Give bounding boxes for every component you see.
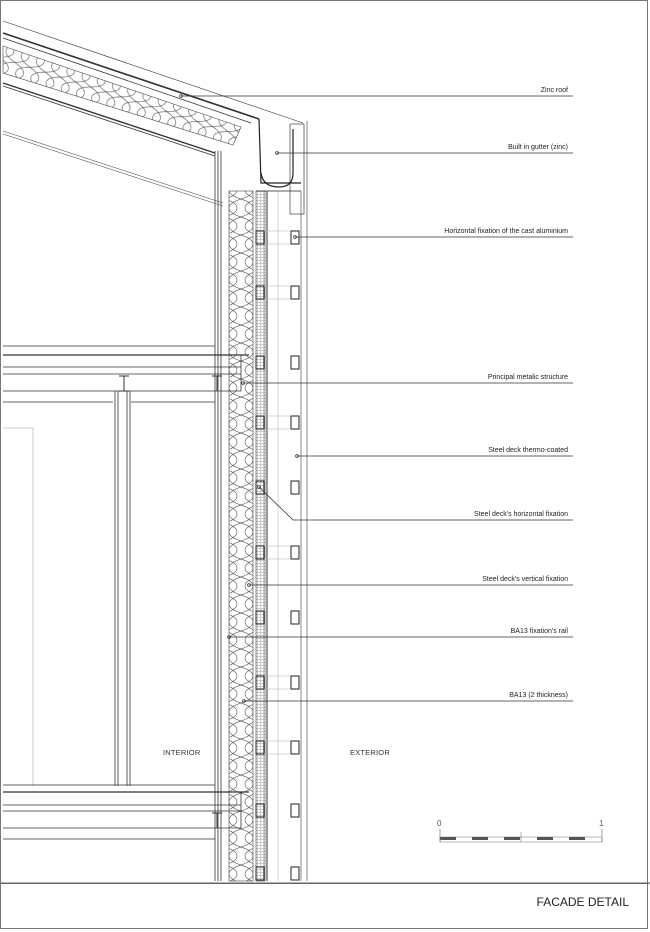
scale-end-label: 1 <box>599 819 604 828</box>
annotation-ba13-2-thickness: BA13 (2 thickness) <box>509 692 568 699</box>
wall-insulation <box>229 191 253 881</box>
interior-wall <box>215 151 221 881</box>
sheet-title: FACADE DETAIL <box>536 895 629 909</box>
floor-slab-lower <box>3 785 249 839</box>
floor-slab-upper <box>3 346 249 402</box>
annotation-steel-deck-thermo-coated: Steel deck thermo-coated <box>488 447 568 454</box>
interior-column <box>3 391 130 786</box>
zone-label-exterior: EXTERIOR <box>350 748 390 757</box>
annotation-ba13-fixations-rail: BA13 fixation's rail <box>510 628 568 635</box>
title-block <box>1 883 649 930</box>
zone-label-interior: INTERIOR <box>163 748 201 757</box>
annotation-horizontal-fixation-cast-aluminium: Horizontal fixation of the cast aluminium <box>444 228 568 235</box>
section-drawing <box>1 1 650 932</box>
annotation-steel-deck-vertical-fixation: Steel deck's vertical fixation <box>482 576 568 583</box>
annotation-zinc-roof: Zinc roof <box>540 87 568 94</box>
annotation-principal-metalic-structure: Principal metalic structure <box>487 374 568 381</box>
roof-assembly <box>3 21 303 206</box>
scale-bar-graphic <box>440 829 602 842</box>
annotation-steel-deck-horizontal-fixation: Steel deck's horizontal fixation <box>474 511 568 518</box>
annotation-built-in-gutter: Built in gutter (zinc) <box>508 144 568 151</box>
exterior-cladding <box>278 121 307 881</box>
scale-start-label: 0 <box>437 819 442 828</box>
